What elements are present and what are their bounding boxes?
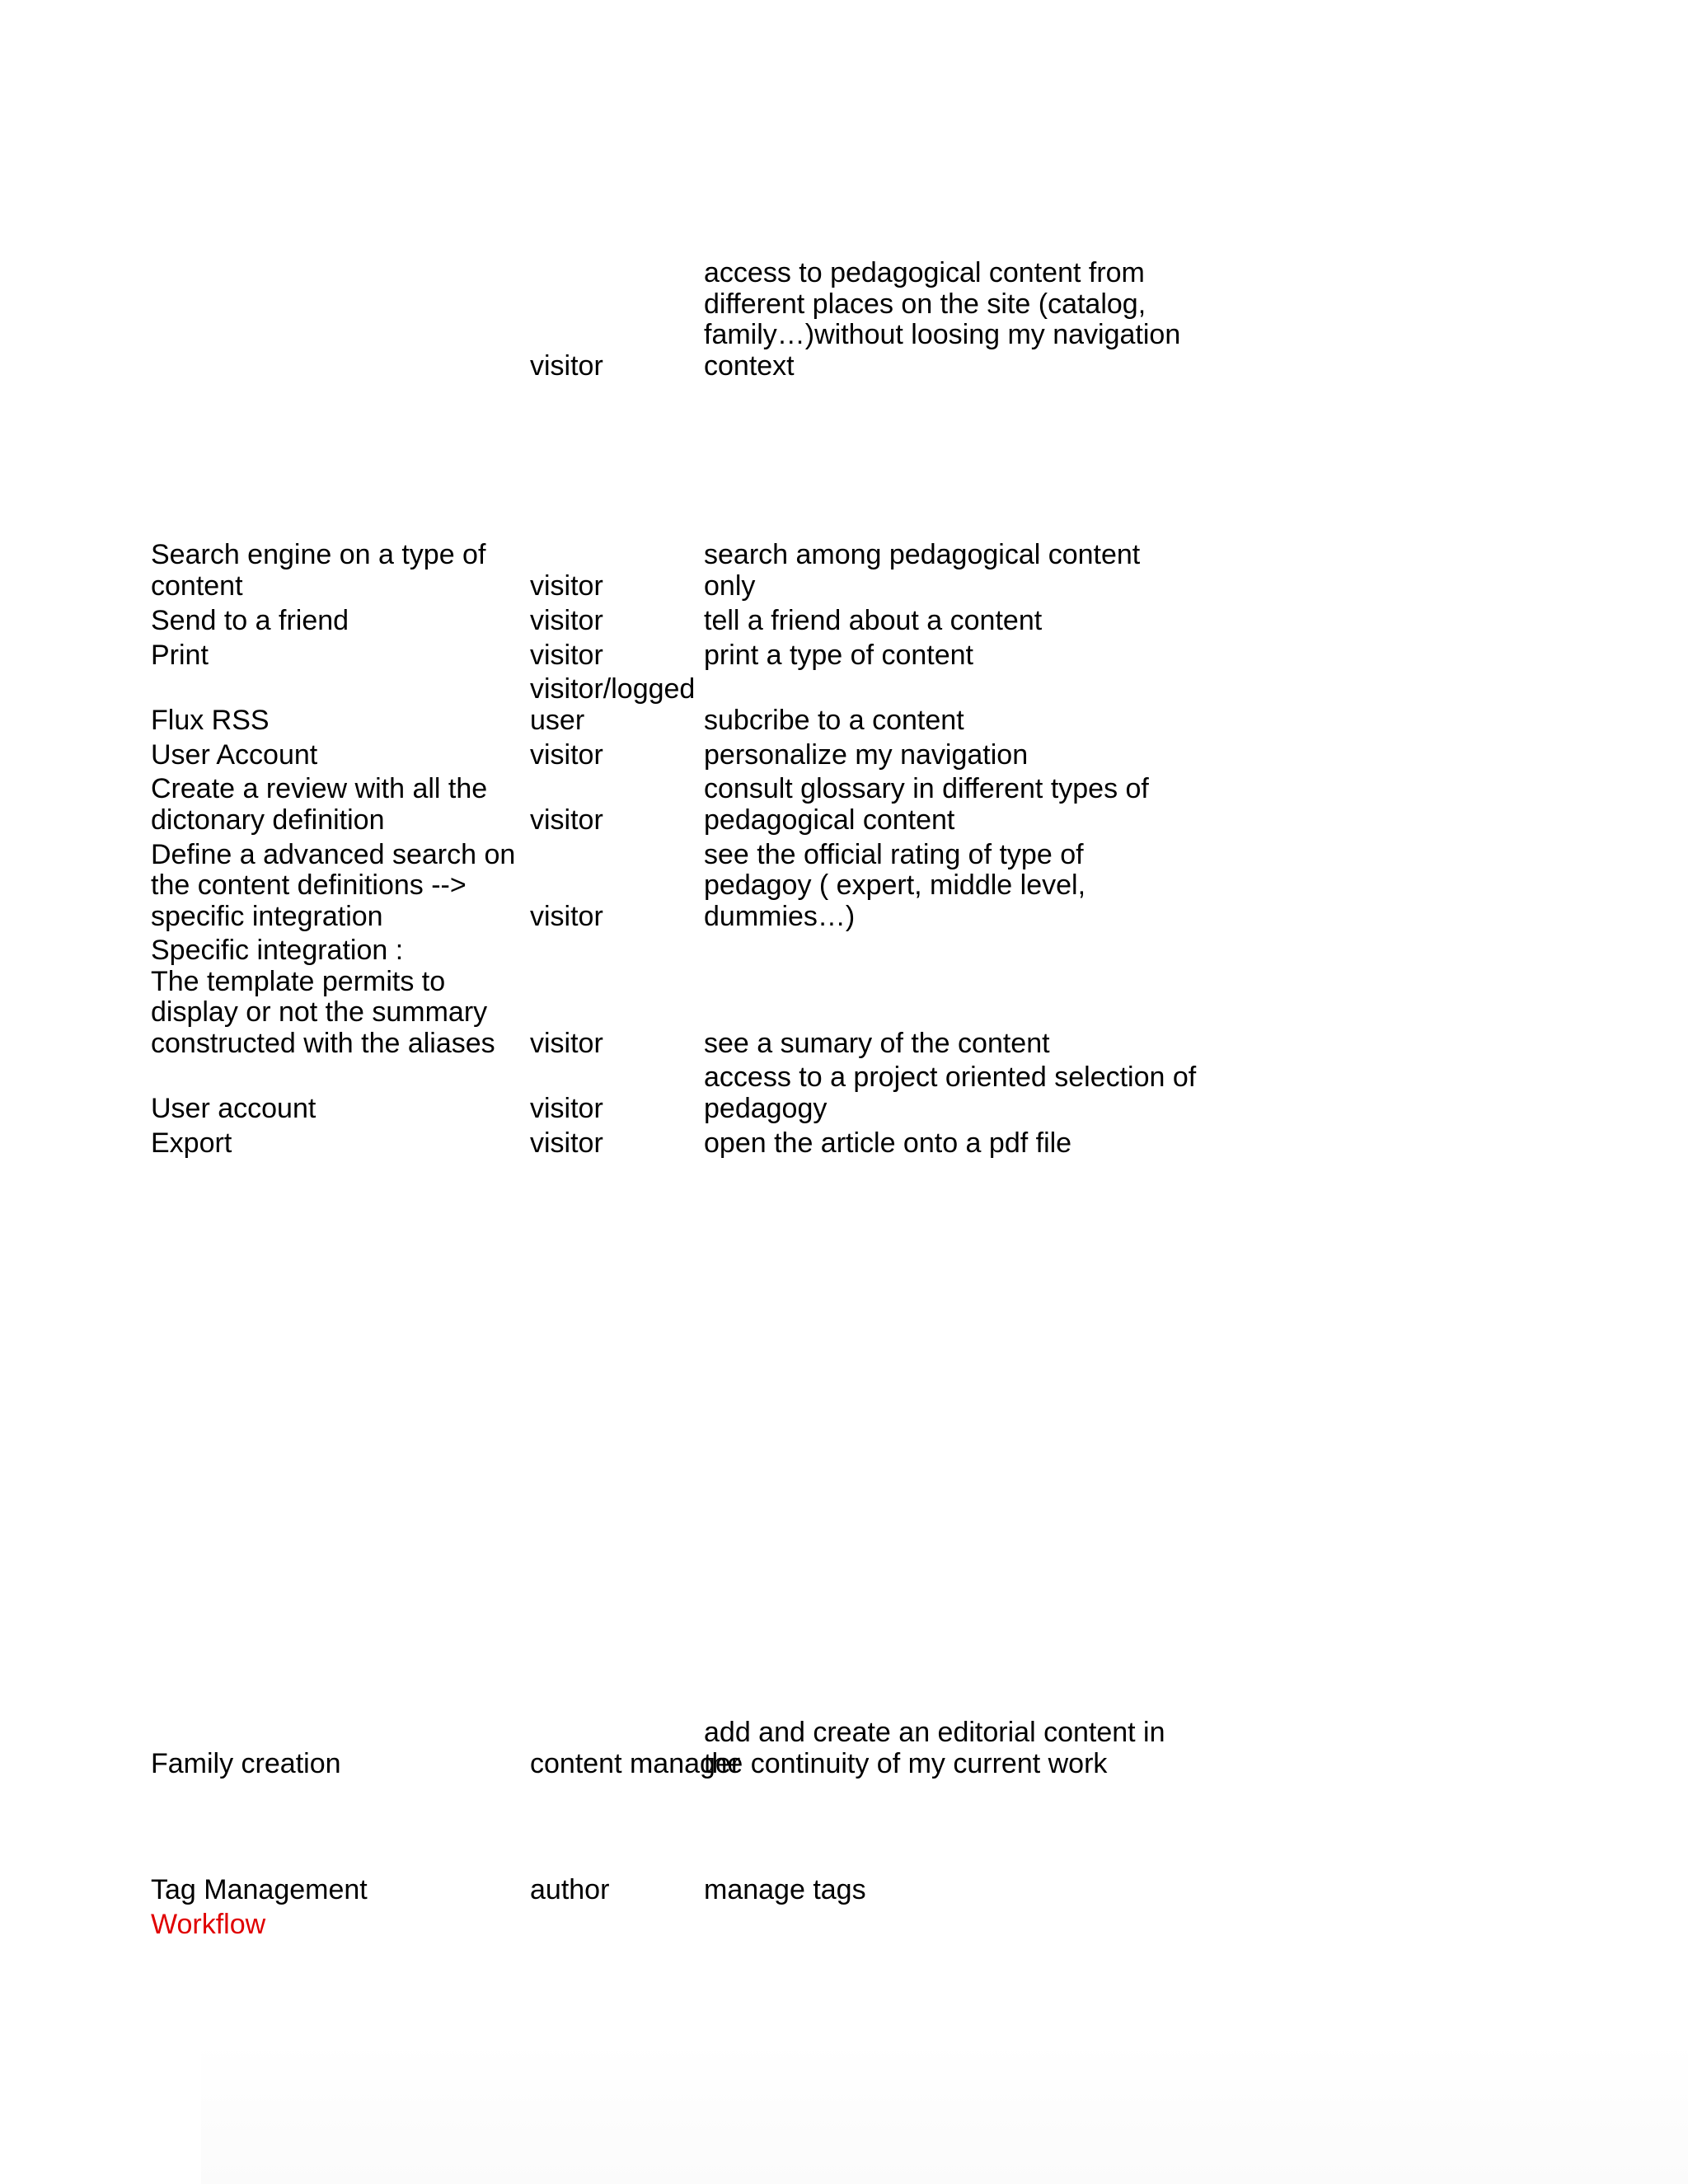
description-cell: access to a project oriented selection of pedagogy xyxy=(704,1062,1197,1124)
description-cell: search among pedagogical content only xyxy=(704,539,1141,602)
description-cell: print a type of content xyxy=(704,639,973,671)
description-cell: tell a friend about a content xyxy=(704,604,1043,636)
table-row xyxy=(0,602,1688,636)
feature-cell: Create a review with all the dictonary definition xyxy=(151,773,488,836)
role-cell: visitor xyxy=(530,569,603,602)
table-row xyxy=(0,258,1688,382)
background-shade xyxy=(201,2040,1688,2184)
feature-cell: Define a advanced search on the content definitions --> specific integration xyxy=(151,838,516,932)
role-cell: author xyxy=(530,1873,610,1905)
role-cell: visitor xyxy=(530,1092,603,1124)
table-row xyxy=(0,736,1688,771)
section-heading: Workflow xyxy=(151,1908,266,1940)
role-cell: visitor xyxy=(530,900,603,932)
role-cell: visitor xyxy=(530,738,603,771)
section-row xyxy=(0,1905,1688,1940)
feature-cell: Export xyxy=(151,1127,232,1159)
description-cell: personalize my navigation xyxy=(704,738,1029,771)
description-cell: see a sumary of the content xyxy=(704,1027,1050,1059)
description-cell: see the official rating of type of pedagoy ( expert, middle level, dummies…) xyxy=(704,838,1086,932)
feature-cell: Print xyxy=(151,639,209,671)
description-cell: access to pedagogical content from different places on the site (catalog, family…)without loosing my navigation context xyxy=(704,257,1181,382)
table-row xyxy=(0,1059,1688,1124)
table-row xyxy=(0,771,1688,836)
feature-cell: Family creation xyxy=(151,1747,341,1779)
description-cell: add and create an editorial content in the continuity of my current work xyxy=(704,1717,1165,1779)
feature-cell: Send to a friend xyxy=(151,604,349,636)
feature-cell: Specific integration : The template permits to display or not the summary constructed with the aliases xyxy=(151,935,495,1059)
description-cell: manage tags xyxy=(704,1873,866,1905)
table-row xyxy=(0,1871,1688,1905)
feature-cell: User account xyxy=(151,1092,316,1124)
feature-cell: Flux RSS xyxy=(151,704,270,736)
role-cell: visitor xyxy=(530,804,603,836)
role-cell: visitor xyxy=(530,1127,603,1159)
table-row xyxy=(0,1124,1688,1159)
table-row xyxy=(0,537,1688,602)
table-row xyxy=(0,932,1688,1059)
feature-cell: Tag Management xyxy=(151,1873,368,1905)
role-cell: visitor xyxy=(530,604,603,636)
description-cell: subcribe to a content xyxy=(704,704,964,736)
description-cell: open the article onto a pdf file xyxy=(704,1127,1072,1159)
feature-cell: Search engine on a type of content xyxy=(151,539,486,602)
description-cell: consult glossary in different types of pedagogical content xyxy=(704,773,1149,836)
role-cell: content manager xyxy=(530,1747,741,1779)
table-row xyxy=(0,836,1688,932)
role-cell: visitor xyxy=(530,349,603,382)
table-row xyxy=(0,636,1688,671)
table-row xyxy=(0,671,1688,736)
role-cell: visitor xyxy=(530,639,603,671)
feature-cell: User Account xyxy=(151,738,318,771)
role-cell: visitor/logged user xyxy=(530,673,696,736)
table-row xyxy=(0,1714,1688,1779)
role-cell: visitor xyxy=(530,1027,603,1059)
